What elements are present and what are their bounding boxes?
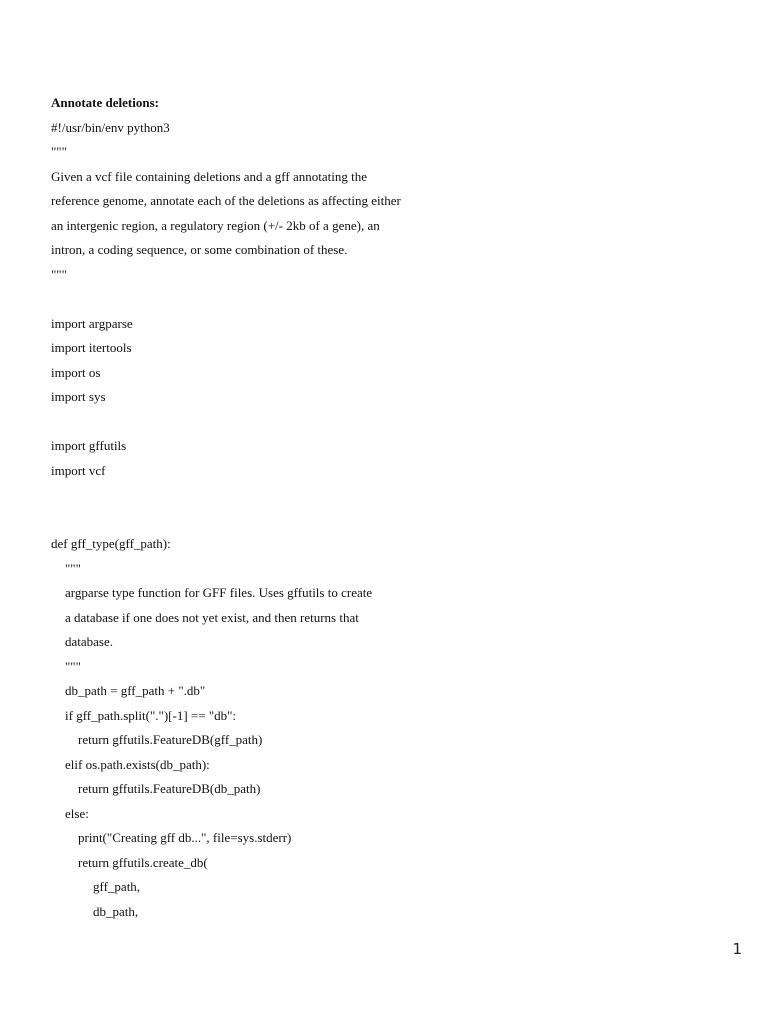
code-line: import sys [51,389,106,404]
code-line: import os [51,364,101,380]
code-line: return gffutils.create_db( [78,854,208,870]
code-line: db_path = gff_path + ".db" [65,683,206,698]
code-line: intron, a coding sequence, or some combination of these. [51,242,348,257]
code-line: """ [65,560,81,576]
code-line: return gffutils.FeatureDB(db_path) [78,781,261,796]
code-line: a database if one does not yet exist, and then returns that [65,609,359,625]
code-lines [51,116,731,925]
code-line: """ [51,266,67,282]
section-heading: Annotate deletions: [51,95,159,110]
blank-line [51,410,731,435]
blank-line [51,483,731,508]
code-line: elif os.path.exists(db_path): [65,756,210,772]
code-line: an intergenic region, a regulatory region (+/- 2kb of a gene), an [51,217,380,233]
code-line: import vcf [51,462,106,478]
code-line: Given a vcf file containing deletions and a gff annotating the [51,168,367,184]
code-line: gff_path, [93,879,141,894]
code-line: argparse type function for GFF files. Uses gffutils to create [65,585,373,600]
blank-line [51,508,731,533]
code-line: """ [51,144,67,159]
code-line: """ [65,658,81,674]
code-line: import gffutils [51,438,127,453]
code-line: if gff_path.split(".")[-1] == "db": [65,707,237,723]
code-line: db_path, [93,903,139,919]
code-line: def gff_type(gff_path): [51,536,171,551]
code-line: else: [65,805,89,821]
code-line: reference genome, annotate each of the deletions as affecting either [51,193,401,208]
blank-line [51,287,731,312]
code-line: return gffutils.FeatureDB(gff_path) [78,732,263,747]
code-line: print("Creating gff db...", file=sys.stderr) [78,830,292,845]
code-line: import itertools [51,340,132,355]
code-listing [51,91,731,924]
code-line: import argparse [51,315,133,331]
code-line: database. [65,634,114,649]
code-line: #!/usr/bin/env python3 [51,119,170,135]
page-number: 1 [732,940,742,958]
